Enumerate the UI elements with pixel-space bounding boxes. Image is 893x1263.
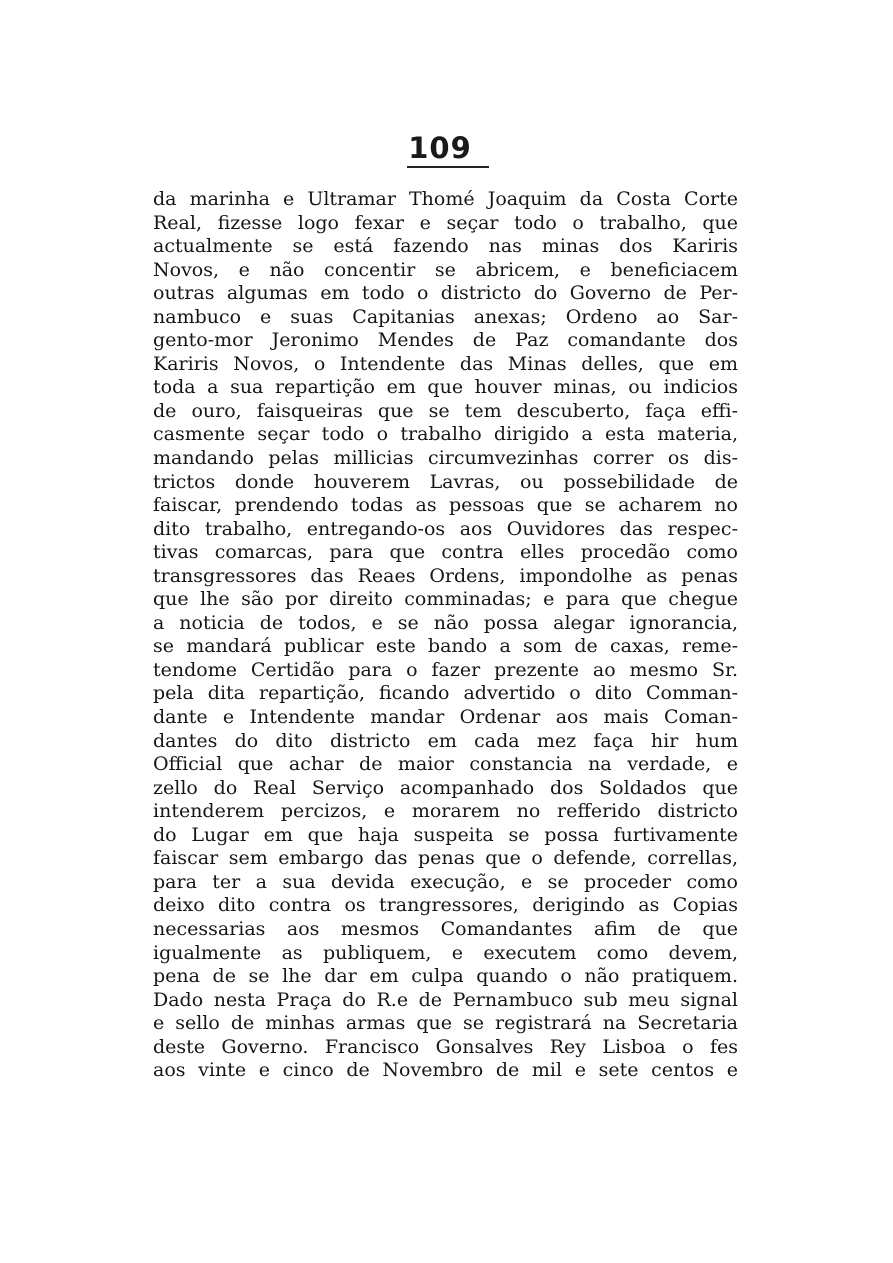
text-line: Real, fizesse logo fexar e seçar todo o trabalho, que [153, 211, 738, 234]
page-number-block [390, 131, 490, 165]
text-line: actualmente se está fazendo nas minas dos Kariris [153, 235, 738, 258]
text-line: zello do Real Serviço acompanhado dos Soldados que [153, 776, 738, 799]
text-line: pena de se lhe dar em culpa quando o não pratiquem. [153, 965, 738, 988]
text-line: deixo dito contra os trangressores, derigindo as Copias [153, 894, 738, 917]
text-line: necessarias aos mesmos Comandantes afim de que [153, 917, 738, 940]
text-line: faiscar, prendendo todas as pessoas que se acharem no [153, 494, 738, 517]
body-text [153, 188, 738, 1083]
text-line: mandando pelas millicias circumvezinhas correr os dis- [153, 447, 738, 470]
text-line: Official que achar de maior constancia na verdade, e [153, 753, 738, 776]
text-line: trictos donde houverem Lavras, ou possebilidade de [153, 470, 738, 493]
text-line: a noticia de todos, e se não possa alegar ignorancia, [153, 611, 738, 634]
text-line: nambuco e suas Capitanias anexas; Ordeno ao Sar- [153, 305, 738, 328]
text-line: gento-mor Jeronimo Mendes de Paz comandante dos [153, 329, 738, 352]
text-line: toda a sua repartição em que houver minas, ou indicios [153, 376, 738, 399]
text-line: faiscar sem embargo das penas que o defende, correllas, [153, 847, 738, 870]
text-line: se mandará publicar este bando a som de caxas, reme- [153, 635, 738, 658]
text-line: tendome Certidão para o fazer prezente ao mesmo Sr. [153, 658, 738, 681]
text-line: aos vinte e cinco de Novembro de mil e sete centos e [153, 1059, 738, 1082]
text-line: dante e Intendente mandar Ordenar aos mais Coman- [153, 706, 738, 729]
text-line: casmente seçar todo o trabalho dirigido a esta materia, [153, 423, 738, 446]
text-line: deste Governo. Francisco Gonsalves Rey Lisboa o fes [153, 1035, 738, 1058]
text-line: igualmente as publiquem, e executem como devem, [153, 941, 738, 964]
text-line: transgressores das Reaes Ordens, impondolhe as penas [153, 564, 738, 587]
text-line: que lhe são por direito comminadas; e para que chegue [153, 588, 738, 611]
text-line: pela dita repartição, ficando advertido o dito Comman- [153, 682, 738, 705]
text-line: de ouro, faisqueiras que se tem descuberto, faça effi- [153, 399, 738, 422]
text-line: dantes do dito districto em cada mez faça hir hum [153, 729, 738, 752]
text-line: outras algumas em todo o districto do Governo de Per- [153, 282, 738, 305]
text-line: da marinha e Ultramar Thomé Joaquim da Costa Corte [153, 188, 738, 210]
text-line: e sello de minhas armas que se registrará na Secretaria [153, 1012, 738, 1035]
text-line: intenderem percizos, e morarem no refferido districto [153, 800, 738, 823]
text-line: dito trabalho, entregando-os aos Ouvidores das respec- [153, 517, 738, 540]
text-line: para ter a sua devida execução, e se proceder como [153, 870, 738, 893]
text-line: Kariris Novos, o Intendente das Minas delles, que em [153, 352, 738, 375]
page-number-rule [407, 166, 489, 168]
text-line: tivas comarcas, para que contra elles procedão como [153, 541, 738, 564]
text-line: do Lugar em que haja suspeita se possa furtivamente [153, 823, 738, 846]
text-line: Novos, e não concentir se abricem, e beneficiacem [153, 258, 738, 281]
page-number: 109 [408, 131, 472, 165]
text-line: Dado nesta Praça do R.e de Pernambuco sub meu signal [153, 988, 738, 1011]
